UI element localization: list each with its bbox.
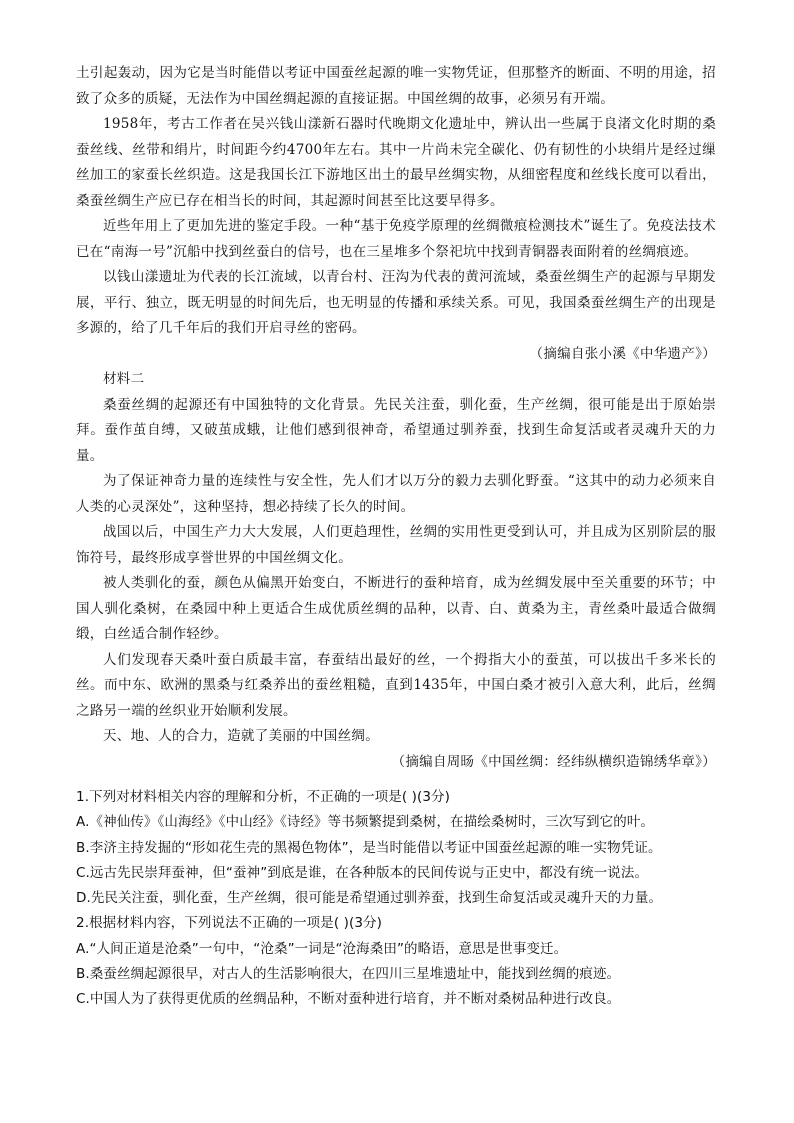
passage2-paragraph-5: 人们发现春天桑叶蚕白质最丰富，春蚕结出最好的丝，一个拇指大小的蚕茧，可以拔出千多米长的丝。而中东、欧洲的黑桑与红桑养出的蚕丝粗糙，直到1435年，中国白桑才被引入意大利，此后，丝绸之路另一端的丝织业开始顺利发展。: [76, 651, 716, 719]
question-2-stem: 2.根据材料内容，下列说法不正确的一项是( )(3分): [76, 915, 383, 932]
question-2-option-a: A.“人间正道是沧桑”一句中，“沧桑”一词是“沧海桑田”的略语，意思是世事变迁。: [76, 940, 568, 957]
passage1-paragraph-2: 1958年，考古工作者在吴兴钱山漾新石器时代晚期文化遗址中，辨认出一些属于良渚文化时期的桑蚕丝线、丝带和绢片，时间距今约4700年左右。其中一片尚未完全碳化、仍有韧性的小块绢片是经过缫丝加工的家蚕长丝织造。这是我国长江下游地区出土的最早丝绸实物，从细密程度和丝线长度可以看出，桑蚕丝绸生产应已存在相当长的时间，其起源时间甚至比这要早得多。: [76, 116, 716, 209]
passage1-source: （摘编自张小溪《中华遗产》）: [529, 345, 716, 362]
question-2-option-b: B.桑蚕丝绸起源很早，对古人的生活影响很大，在四川三星堆遗址中，能找到丝绸的痕迹。: [76, 966, 621, 983]
question-1-option-d: D.先民关注蚕，驯化蚕，生产丝绸，很可能是希望通过驯养蚕，找到生命复活或灵魂升天的力量。: [76, 890, 663, 907]
passage2-paragraph-4: 被人类驯化的蚕，颜色从偏黑开始变白，不断进行的蚕种培育，成为丝绸发展中至关重要的环节；中国人驯化桑树，在桑园中种上更适合生成优质丝绸的品种，以青、白、黄桑为主，青丝桑叶最适合做绸缎，白丝适合制作轻纱。: [76, 575, 716, 642]
question-2-option-c: C.中国人为了获得更优质的丝绸品种，不断对蚕种进行培育，并不断对桑树品种进行改良。: [76, 991, 621, 1008]
passage2-paragraph-3: 战国以后，中国生产力大大发展，人们更趋理性，丝绸的实用性更受到认可，并且成为区别阶层的服饰符号，最终形成享誉世界的中国丝绸文化。: [76, 524, 716, 566]
passage1-paragraph-4: 以钱山漾遗址为代表的长江流域，以青台村、汪沟为代表的黄河流域，桑蚕丝绸生产的起源与早期发展，平行、独立，既无明显的时间先后，也无明显的传播和承续关系。可见，我国桑蚕丝绸生产的出现是多源的，给了几千年后的我们开启寻丝的密码。: [76, 269, 716, 336]
passage2-source: （摘编自周旸《中国丝绸：经纬纵横织造锦绣华章》）: [391, 753, 716, 770]
question-1-option-c: C.远古先民崇拜蚕神，但“蚕神”到底是谁，在各种版本的民间传说与正史中，都没有统一说法。: [76, 864, 649, 881]
passage2-paragraph-6: 天、地、人的合力，造就了美丽的中国丝绸。: [103, 728, 379, 744]
question-1-option-b: B.李济主持发掘的“形如花生壳的黑褐色物体”，是当时能借以考证中国蚕丝起源的唯一实物凭证。: [76, 839, 662, 856]
passage2-paragraph-2: 为了保证神奇力量的连续性与安全性，先人们才以万分的毅力去驯化野蚕。“这其中的动力必须来自人类的心灵深处”，这种坚持，想必持续了长久的时间。: [76, 473, 716, 515]
passage2-paragraph-1: 桑蚕丝绸的起源还有中国独特的文化背景。先民关注蚕，驯化蚕，生产丝绸，很可能是出于原始崇拜。蚕作茧自缚，又破茧成蛾，让他们感到很神奇，希望通过驯养蚕，找到生命复活或者灵魂升天的力量。: [76, 396, 716, 464]
question-section: [76, 785, 726, 1013]
passage1-paragraph-1: 土引起轰动，因为它是当时能借以考证中国蚕丝起源的唯一实物凭证，但那整齐的断面、不明的用途，招致了众多的质疑，无法作为中国丝绸起源的直接证据。中国丝绸的故事，必须另有开端。: [76, 65, 716, 107]
reading-passage: [76, 61, 716, 775]
passage1-paragraph-3: 近些年用上了更加先进的鉴定手段。一种“基于免疫学原理的丝绸微痕检测技术”诞生了。免疫法技术已在“南海一号”沉船中找到丝蚕白的信号，也在三星堆多个祭祀坑中找到青铜器表面附着的丝绸痕迹。: [76, 218, 716, 260]
question-1-option-a: A.《神仙传》《山海经》《中山经》《诗经》等书频繁提到桑树，在描绘桑树时，三次写到它的叶。: [76, 814, 655, 831]
question-1-stem: 1.下列对材料相关内容的理解和分析，不正确的一项是( )(3分): [76, 789, 451, 805]
passage2-heading: 材料二: [103, 371, 145, 387]
